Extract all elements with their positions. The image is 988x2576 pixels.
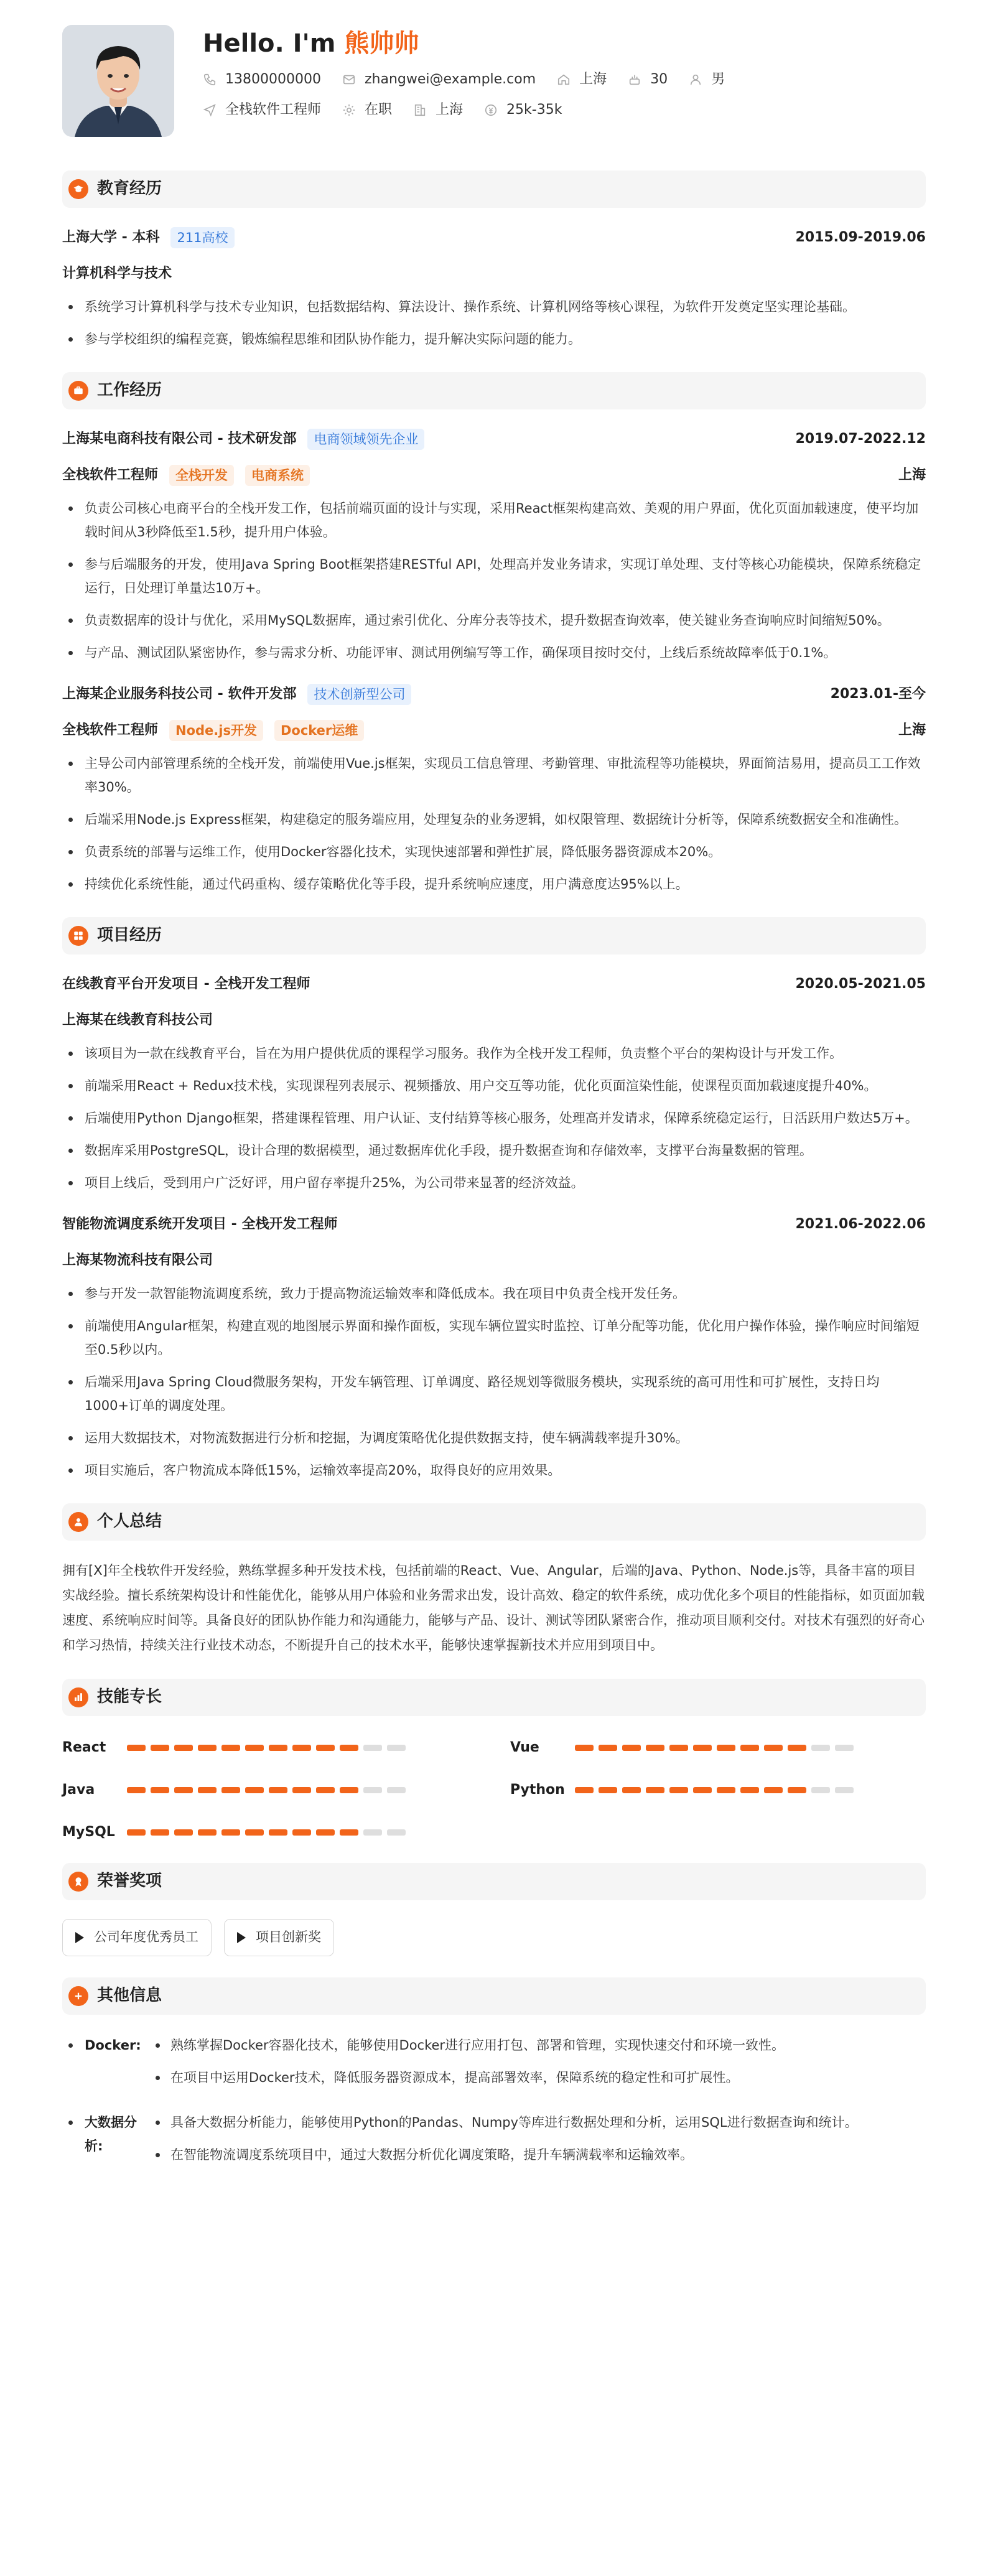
other-group — [62, 2033, 926, 2098]
work-title: 工作经历 — [97, 381, 162, 400]
skill-name: MySQL — [62, 1824, 115, 1841]
skill-name: Python — [510, 1782, 565, 1798]
other-section-title — [62, 1977, 926, 2015]
list-item: 后端采用Java Spring Cloud微服务架构，开发车辆管理、订单调度、路径规划等微服务模块，实现系统的高可用性和可扩展性，支持日均1000+订单的调度处理。 — [62, 1370, 926, 1417]
work-city-text: 上海 — [436, 102, 464, 118]
work-entry — [62, 682, 926, 896]
skill-segment — [151, 1745, 169, 1751]
role-name: 全栈软件工程师 — [62, 467, 159, 483]
skill-segment — [221, 1787, 240, 1793]
job-row — [203, 99, 746, 121]
other-key: Docker: — [62, 2033, 149, 2098]
summary-section-title — [62, 1503, 926, 1541]
skill-segment — [316, 1787, 335, 1793]
work-city: 上海 — [898, 467, 926, 483]
list-item: 参与学校组织的编程竞赛，锻炼编程思维和团队协作能力，提升解决实际问题的能力。 — [62, 327, 926, 351]
skill-segment — [245, 1745, 264, 1751]
skill-segment — [646, 1745, 664, 1751]
salary-text: 25k-35k — [506, 102, 562, 118]
skills-grid — [62, 1738, 926, 1842]
contact-row — [203, 68, 746, 90]
honor-chip — [224, 1919, 334, 1956]
company-tag: 技术创新型公司 — [307, 684, 411, 705]
work-head-left — [62, 683, 411, 705]
work-entry — [62, 427, 926, 665]
building-icon — [413, 103, 427, 117]
skill-segment — [740, 1787, 759, 1793]
skill-item — [62, 1738, 510, 1757]
work-period: 2023.01-至今 — [830, 686, 926, 702]
grid-icon — [68, 926, 88, 946]
skill-segment — [693, 1745, 712, 1751]
skill-segment — [198, 1787, 217, 1793]
skill-segment — [669, 1787, 688, 1793]
cake-icon — [628, 73, 641, 86]
list-item: 该项目为一款在线教育平台，旨在为用户提供优质的课程学习服务。我作为全栈开发工程师，负责整个平台的架构设计与开发工作。 — [62, 1042, 926, 1065]
education-major-row — [62, 261, 926, 286]
skill-segment — [151, 1787, 169, 1793]
honors-list — [62, 1919, 926, 1956]
list-item: 项目实施后，客户物流成本降低15%，运输效率提高20%，取得良好的应用效果。 — [62, 1458, 926, 1482]
list-item: 在智能物流调度系统项目中，通过大数据分析优化调度策略，提升车辆满载率和运输效率。 — [149, 2143, 926, 2167]
list-item: 主导公司内部管理系统的全栈开发，前端使用Vue.js框架，实现员工信息管理、考勤管理、审批流程等功能模块，界面简洁易用，提高员工工作效率30%。 — [62, 752, 926, 799]
skill-segment — [717, 1745, 735, 1751]
school-name: 上海大学 - 本科 — [62, 230, 160, 246]
project-head — [62, 972, 926, 997]
project-head — [62, 1212, 926, 1237]
skill-segment — [387, 1745, 406, 1751]
list-item: 负责系统的部署与运维工作，使用Docker容器化技术，实现快速部署和弹性扩展，降低服务器资源成本20%。 — [62, 840, 926, 864]
honor-label: 项目创新奖 — [256, 1930, 321, 1945]
project-entry — [62, 1212, 926, 1482]
school-tag: 211高校 — [170, 227, 234, 248]
skill-segment — [127, 1745, 146, 1751]
skill-segment — [599, 1787, 617, 1793]
skill-segment — [316, 1829, 335, 1836]
home-icon — [557, 73, 571, 86]
position-item — [203, 99, 321, 121]
skill-segment — [198, 1745, 217, 1751]
skill-segment — [151, 1829, 169, 1836]
skill-segment — [292, 1829, 311, 1836]
skill-segment — [669, 1745, 688, 1751]
skill-segment — [221, 1829, 240, 1836]
project-company-row — [62, 1008, 926, 1033]
list-item: 负责公司核心电商平台的全栈开发工作，包括前端页面的设计与实现，采用React框架构建高效、美观的用户界面，优化页面加载速度，使平均加载时间从3秒降低至1.5秒，提升用户体验。 — [62, 497, 926, 544]
phone-item — [203, 68, 321, 90]
skill-item — [510, 1781, 926, 1799]
education-title: 教育经历 — [97, 179, 162, 198]
company-name: 上海某企业服务科技公司 - 软件开发部 — [62, 686, 297, 702]
skill-segment — [363, 1787, 382, 1793]
skill-segment — [363, 1745, 382, 1751]
role-tag: Node.js开发 — [169, 720, 263, 741]
summary-text: 拥有[X]年全栈软件开发经验，熟练掌握多种开发技术栈，包括前端的React、Vue、Angular，后端的Java、Python、Node.js等，具备丰富的项目实战经验。擅长系统架构设计和性能优化，能够从用户体验和业务需求出发，设计高效、稳定的软件系统，成功优化多个项目的性能指标，如页面加载速度、系统响应时间等。具备良好的团队协作能力和沟通能力，能够与产品、设计、测试等团队紧密合作，推动项目顺利交付。对技术有强烈的好奇心和学习热情，持续关注行业技术动态，不断提升自己的技术水平，能够快速掌握新技术并应用到项目中。 — [62, 1563, 925, 1653]
list-item: 在项目中运用Docker技术，降低服务器资源成本，提高部署效率，保障系统的稳定性和可扩展性。 — [149, 2066, 926, 2089]
list-item: 参与开发一款智能物流调度系统，致力于提高物流运输效率和降低成本。我在项目中负责全栈开发任务。 — [62, 1282, 926, 1305]
email-item — [342, 68, 536, 90]
list-item: 系统学习计算机科学与技术专业知识，包括数据结构、算法设计、操作系统、计算机网络等核心课程，为软件开发奠定坚实理论基础。 — [62, 295, 926, 319]
list-item: 负责数据库的设计与优化，采用MySQL数据库，通过索引优化、分库分表等技术，提升数据查询效率，使关键业务查询响应时间缩短50%。 — [62, 609, 926, 632]
money-icon — [484, 103, 498, 117]
skill-item — [510, 1738, 926, 1757]
skill-segment — [693, 1787, 712, 1793]
major-name: 计算机科学与技术 — [62, 266, 172, 282]
award-icon — [68, 1872, 88, 1892]
skill-level-bar — [127, 1829, 411, 1836]
skill-segment — [764, 1787, 783, 1793]
skills-section-title — [62, 1679, 926, 1716]
skill-segment — [835, 1745, 854, 1751]
skills-title: 技能专长 — [97, 1687, 162, 1707]
skill-item — [62, 1781, 510, 1799]
send-icon — [203, 103, 217, 117]
projects-section-title — [62, 917, 926, 954]
skill-segment — [788, 1745, 806, 1751]
work-city-item — [413, 99, 463, 121]
phone-text: 13800000000 — [225, 72, 321, 87]
header-info — [203, 25, 746, 121]
skill-segment — [316, 1745, 335, 1751]
skill-segment — [717, 1787, 735, 1793]
skill-segment — [221, 1745, 240, 1751]
skill-segment — [340, 1787, 358, 1793]
avatar-portrait — [62, 25, 174, 137]
skill-segment — [788, 1787, 806, 1793]
skill-segment — [292, 1787, 311, 1793]
other-values — [149, 2111, 926, 2175]
avatar — [62, 25, 174, 137]
project-entry — [62, 972, 926, 1195]
skill-name: Java — [62, 1782, 95, 1798]
role-tag: 全栈开发 — [169, 465, 234, 486]
summary-title: 个人总结 — [97, 1512, 162, 1531]
honors-section-title — [62, 1863, 926, 1900]
candidate-name: 熊帅帅 — [344, 29, 419, 58]
age-item — [628, 68, 668, 90]
skill-level-bar — [127, 1745, 411, 1751]
skill-segment — [245, 1829, 264, 1836]
project-company-row — [62, 1248, 926, 1273]
skill-segment — [811, 1787, 830, 1793]
role-row — [62, 463, 926, 488]
briefcase-icon — [68, 381, 88, 401]
role-left — [62, 464, 310, 486]
other-info — [62, 2033, 926, 2175]
other-group — [62, 2111, 926, 2175]
role-left — [62, 719, 364, 741]
position-text: 全栈软件工程师 — [225, 102, 322, 118]
skill-segment — [269, 1745, 287, 1751]
other-key: 大数据分析: — [62, 2111, 149, 2175]
skill-segment — [363, 1829, 382, 1836]
work-list — [62, 497, 926, 665]
work-section-title — [62, 372, 926, 409]
skill-segment — [575, 1745, 594, 1751]
skill-name: Vue — [510, 1740, 539, 1756]
location-item — [557, 68, 607, 90]
email-text: zhangwei@example.com — [364, 72, 536, 87]
skill-segment — [575, 1787, 594, 1793]
list-item: 运用大数据技术，对物流数据进行分析和挖掘，为调度策略优化提供数据支持，使车辆满载率提升30%。 — [62, 1426, 926, 1450]
skill-segment — [127, 1787, 146, 1793]
honors-title: 荣誉奖项 — [97, 1872, 162, 1891]
other-title: 其他信息 — [97, 1986, 162, 2005]
education-list — [62, 295, 926, 351]
education-head — [62, 225, 926, 250]
skill-name: React — [62, 1740, 106, 1756]
other-values — [149, 2033, 926, 2098]
list-item: 参与后端服务的开发，使用Java Spring Boot框架搭建RESTful API，处理高并发业务请求，实现订单处理、支付等核心功能模块，保障系统稳定运行，日处理订单量达10万+。 — [62, 553, 926, 600]
work-head-left — [62, 428, 424, 450]
work-period: 2019.07-2022.12 — [795, 431, 926, 447]
project-company: 上海某在线教育科技公司 — [62, 1012, 213, 1029]
chart-icon — [68, 1687, 88, 1707]
project-list — [62, 1282, 926, 1482]
project-period: 2021.06-2022.06 — [795, 1216, 926, 1233]
skill-segment — [340, 1745, 358, 1751]
skill-segment — [740, 1745, 759, 1751]
location-text: 上海 — [579, 72, 607, 87]
list-item: 前端使用Angular框架，构建直观的地图展示界面和操作面板，实现车辆位置实时监控、订单分配等功能，优化用户操作体验，操作响应时间缩短至0.5秒以内。 — [62, 1314, 926, 1361]
play-icon — [75, 1932, 84, 1943]
skill-segment — [340, 1829, 358, 1836]
skill-segment — [387, 1829, 406, 1836]
role-row — [62, 718, 926, 743]
project-name: 智能物流调度系统开发项目 - 全栈开发工程师 — [62, 1216, 338, 1233]
person-icon — [689, 73, 702, 86]
project-list — [62, 1042, 926, 1195]
resume-header — [62, 25, 926, 149]
skill-segment — [292, 1745, 311, 1751]
list-item: 前端采用React + Redux技术栈，实现课程列表展示、视频播放、用户交互等功能，优化页面渲染性能，使课程页面加载速度提升40%。 — [62, 1074, 926, 1098]
skill-segment — [127, 1829, 146, 1836]
skill-segment — [269, 1787, 287, 1793]
play-icon — [237, 1932, 246, 1943]
work-city: 上海 — [898, 722, 926, 739]
work-head — [62, 682, 926, 707]
list-item: 后端采用Node.js Express框架，构建稳定的服务端应用，处理复杂的业务逻辑，如权限管理、数据统计分析等，保障系统数据安全和准确性。 — [62, 808, 926, 831]
greeting-heading — [203, 27, 746, 60]
phone-icon — [203, 73, 217, 86]
plus-icon — [68, 1986, 88, 2006]
education-head-left — [62, 226, 235, 248]
skill-segment — [811, 1745, 830, 1751]
list-item: 具备大数据分析能力，能够使用Python的Pandas、Numpy等库进行数据处理和分析，运用SQL进行数据查询和统计。 — [149, 2111, 926, 2134]
skill-segment — [174, 1787, 193, 1793]
company-tag: 电商领域领先企业 — [307, 429, 424, 450]
status-text: 在职 — [365, 102, 393, 118]
skill-segment — [174, 1829, 193, 1836]
company-name: 上海某电商科技有限公司 - 技术研发部 — [62, 431, 297, 447]
skill-segment — [245, 1787, 264, 1793]
skill-segment — [269, 1829, 287, 1836]
work-list — [62, 752, 926, 896]
role-name: 全栈软件工程师 — [62, 722, 159, 739]
skill-segment — [599, 1745, 617, 1751]
user-icon — [68, 1512, 88, 1532]
project-name: 在线教育平台开发项目 - 全栈开发工程师 — [62, 976, 310, 992]
skill-segment — [622, 1745, 641, 1751]
skill-segment — [835, 1787, 854, 1793]
list-item: 项目上线后，受到用户广泛好评，用户留存率提升25%，为公司带来显著的经济效益。 — [62, 1171, 926, 1195]
skill-level-bar — [575, 1745, 859, 1751]
mail-icon — [342, 73, 356, 86]
salary-item — [484, 99, 562, 121]
honor-chip — [62, 1919, 212, 1956]
skill-item — [62, 1823, 510, 1842]
skill-segment — [198, 1829, 217, 1836]
role-tag: Docker运维 — [274, 720, 364, 741]
gender-text: 男 — [711, 72, 725, 87]
skill-segment — [174, 1745, 193, 1751]
age-text: 30 — [650, 72, 668, 87]
list-item: 熟练掌握Docker容器化技术，能够使用Docker进行应用打包、部署和管理，实现快速交付和环境一致性。 — [149, 2033, 926, 2057]
project-period: 2020.05-2021.05 — [795, 976, 926, 992]
list-item: 后端使用Python Django框架，搭建课程管理、用户认证、支付结算等核心服务，处理高并发请求，保障系统稳定运行，日活跃用户数达5万+。 — [62, 1106, 926, 1130]
list-item: 数据库采用PostgreSQL，设计合理的数据模型，通过数据库优化手段，提升数据查询和存储效率，支撑平台海量数据的管理。 — [62, 1139, 926, 1162]
education-section-title — [62, 170, 926, 208]
projects-title: 项目经历 — [97, 926, 162, 945]
gender-item — [689, 68, 725, 90]
honor-label: 公司年度优秀员工 — [94, 1930, 198, 1945]
project-company: 上海某物流科技有限公司 — [62, 1253, 213, 1269]
greeting-text: Hello. I'm — [203, 29, 345, 58]
skill-segment — [764, 1745, 783, 1751]
skill-segment — [646, 1787, 664, 1793]
work-head — [62, 427, 926, 452]
list-item: 持续优化系统性能，通过代码重构、缓存策略优化等手段，提升系统响应速度，用户满意度达95%以上。 — [62, 872, 926, 896]
skill-segment — [622, 1787, 641, 1793]
education-entry — [62, 225, 926, 351]
skill-level-bar — [127, 1787, 411, 1793]
gear-icon — [342, 103, 356, 117]
role-tag: 电商系统 — [245, 465, 310, 486]
status-item — [342, 99, 392, 121]
graduation-icon — [68, 179, 88, 199]
education-period: 2015.09-2019.06 — [795, 230, 926, 246]
skill-level-bar — [575, 1787, 859, 1793]
list-item: 与产品、测试团队紧密协作，参与需求分析、功能评审、测试用例编写等工作，确保项目按时交付，上线后系统故障率低于0.1%。 — [62, 641, 926, 665]
skill-segment — [387, 1787, 406, 1793]
